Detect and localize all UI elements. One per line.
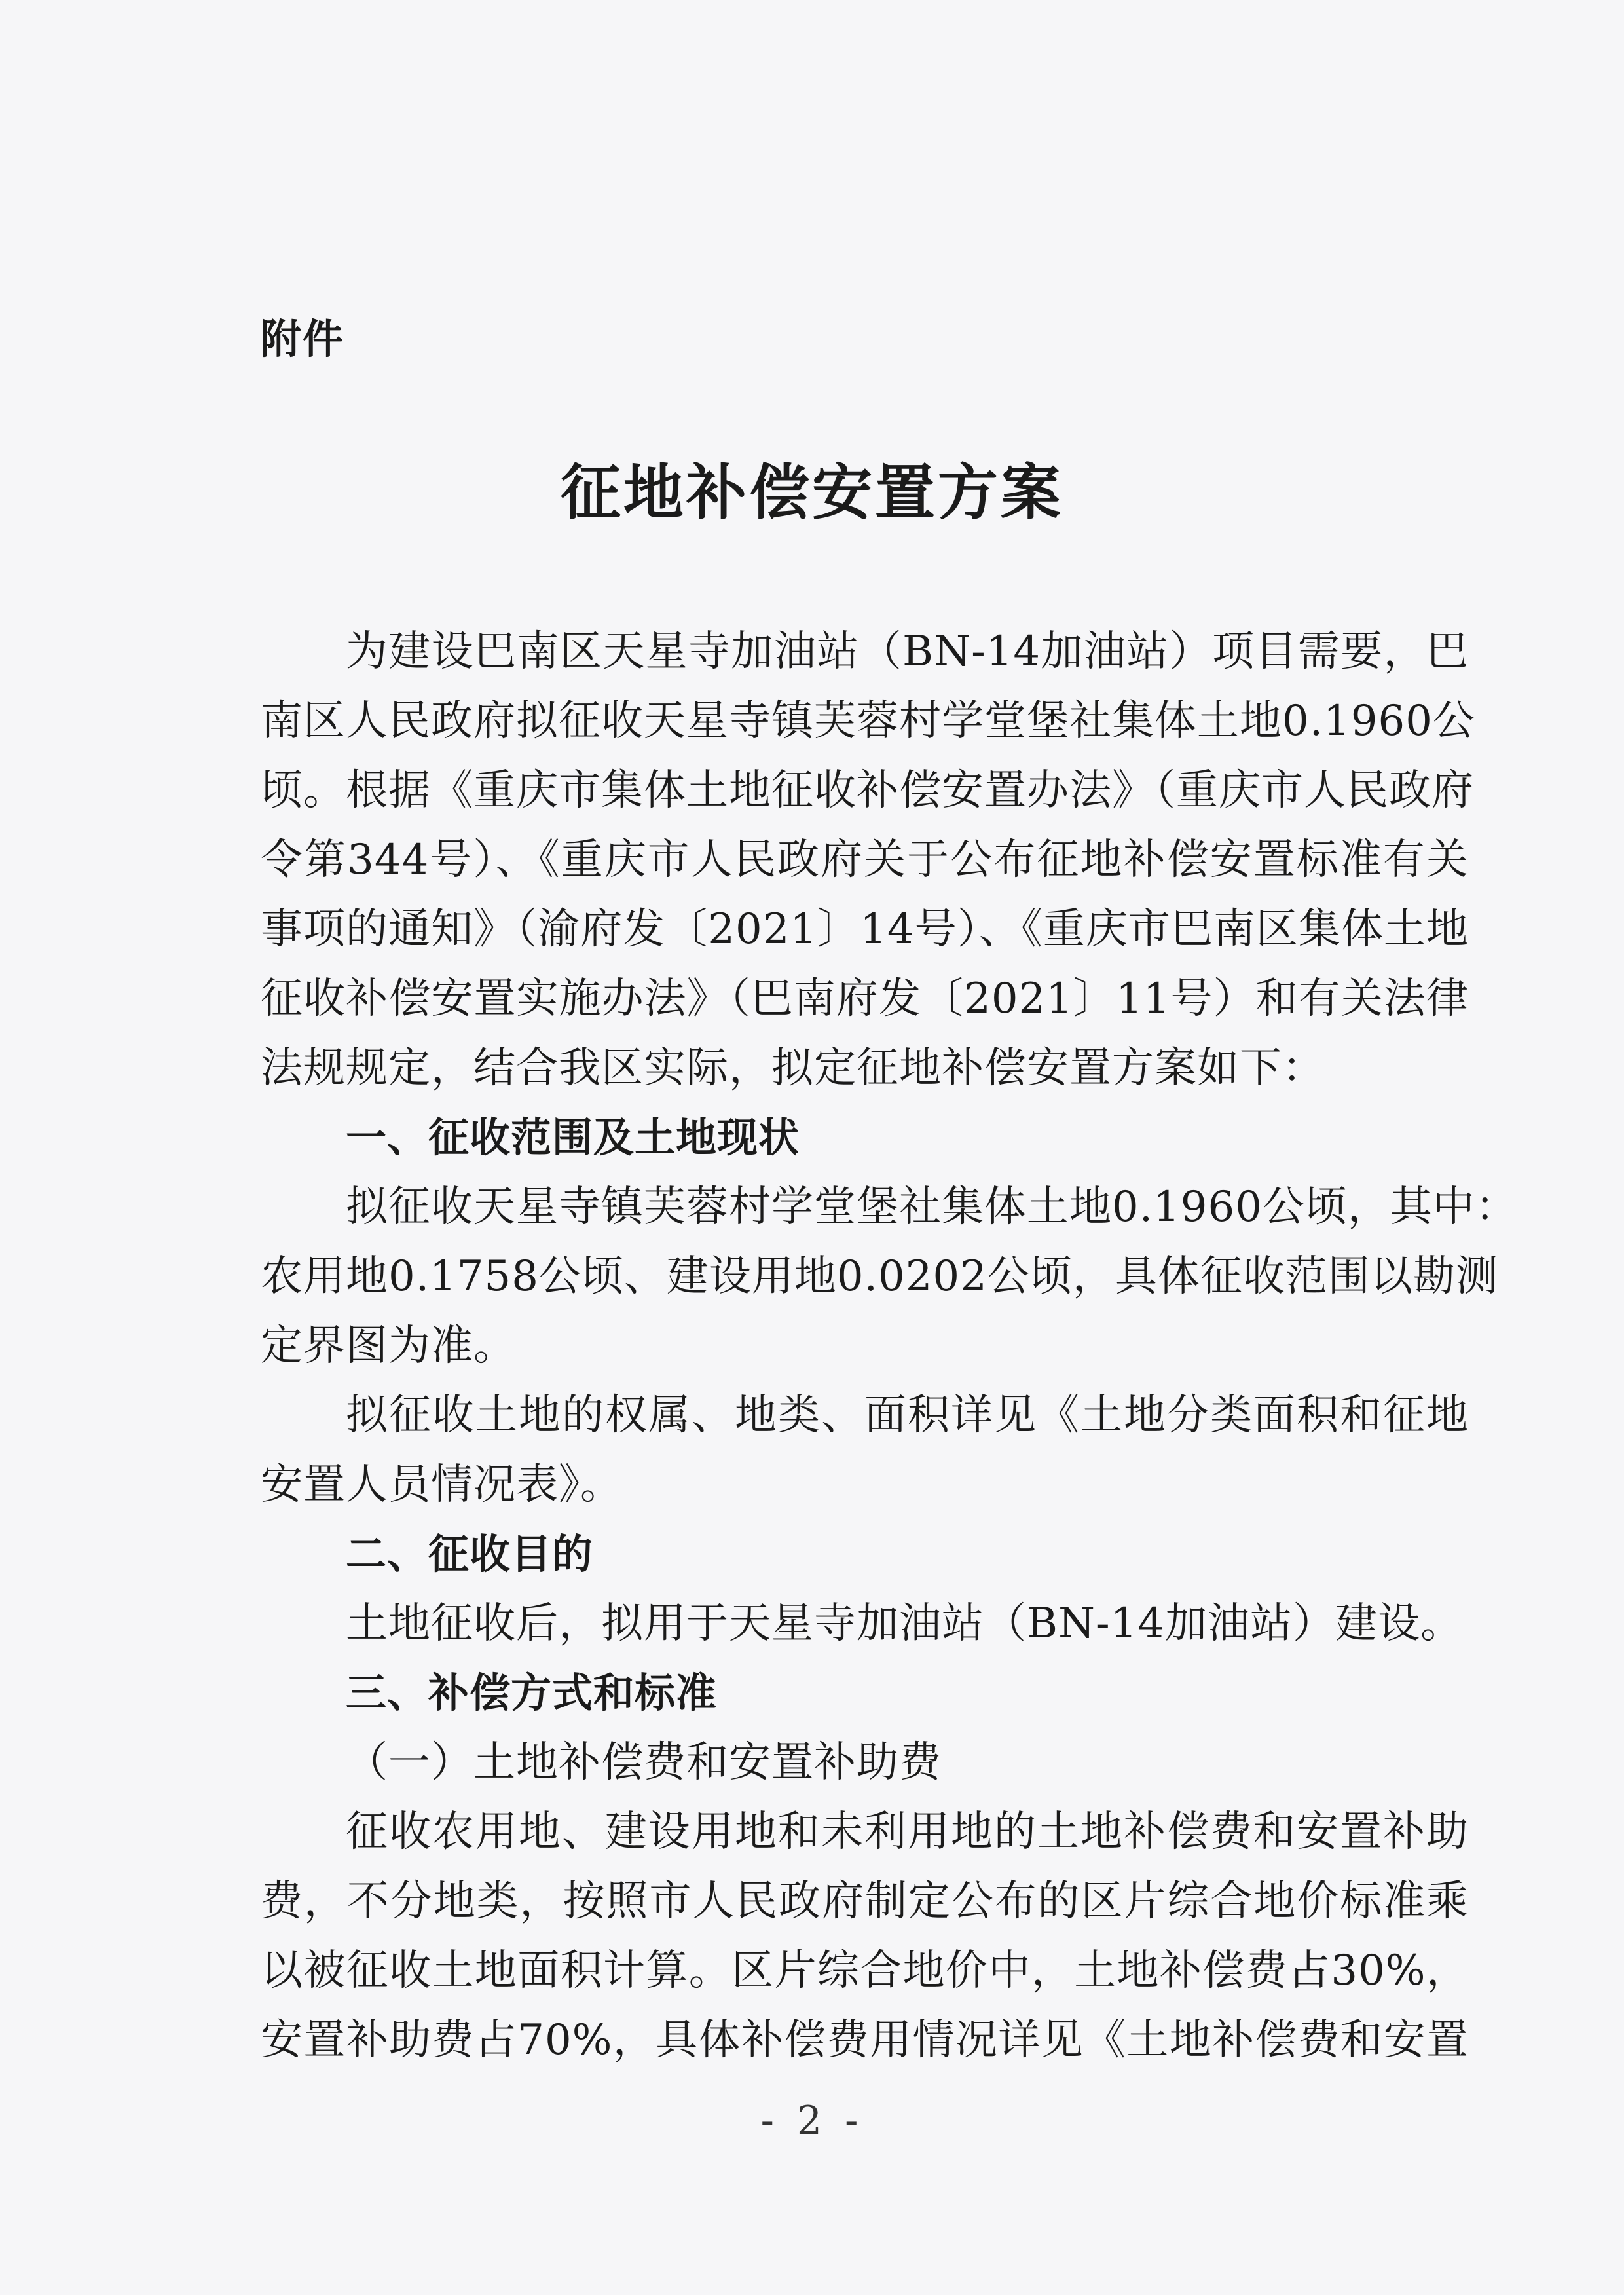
paragraph-line: 土地征收后，拟用于天星寺加油站（BN-14加油站）建设。 bbox=[346, 1599, 1464, 1648]
page-number: - 2 - bbox=[760, 2098, 864, 2144]
paragraph-line: 南区人民政府拟征收天星寺镇芙蓉村学堂堡社集体土地0.1960公 bbox=[261, 697, 1475, 745]
section-heading: 一、征收范围及土地现状 bbox=[346, 1113, 800, 1161]
section-heading: 二、征收目的 bbox=[346, 1530, 594, 1578]
document-title: 征地补偿安置方案 bbox=[560, 457, 1063, 528]
paragraph-line: 拟征收土地的权属、地类、面积详见《土地分类面积和征地 bbox=[346, 1391, 1469, 1440]
subsection-heading: （一）土地补偿费和安置补助费 bbox=[346, 1738, 942, 1787]
document-body bbox=[261, 617, 1518, 2075]
paragraph-line: 定界图为准。 bbox=[261, 1322, 516, 1370]
paragraph-line: 以被征收土地面积计算。区片综合地价中，土地补偿费占30%， bbox=[261, 1947, 1469, 1995]
paragraph-line: 顷。根据《重庆市集体土地征收补偿安置办法》（重庆市人民政府 bbox=[261, 766, 1474, 815]
paragraph-line: 农用地0.1758公顷、建设用地0.0202公顷，具体征收范围以勘测 bbox=[261, 1252, 1498, 1301]
paragraph-line: 法规规定，结合我区实际，拟定征地补偿安置方案如下： bbox=[261, 1044, 1325, 1092]
section-heading: 三、补偿方式和标准 bbox=[346, 1669, 718, 1717]
paragraph-line: 安置人员情况表》。 bbox=[261, 1461, 623, 1509]
paragraph-line: 费，不分地类，按照市人民政府制定公布的区片综合地价标准乘 bbox=[261, 1877, 1469, 1926]
paragraph-line: 征收农用地、建设用地和未利用地的土地补偿费和安置补助 bbox=[346, 1808, 1469, 1856]
paragraph-line: 事项的通知》（渝府发〔2021〕14号）、《重庆市巴南区集体土地 bbox=[261, 905, 1469, 954]
paragraph-line: 征收补偿安置实施办法》（巴南府发〔2021〕11号）和有关法律 bbox=[261, 975, 1469, 1023]
paragraph-line: 为建设巴南区天星寺加油站（BN-14加油站）项目需要，巴 bbox=[346, 627, 1469, 676]
paragraph-line: 拟征收天星寺镇芙蓉村学堂堡社集体土地0.1960公顷，其中： bbox=[346, 1183, 1518, 1231]
paragraph-line: 令第344号）、《重庆市人民政府关于公布征地补偿安置标准有关 bbox=[261, 836, 1469, 884]
attachment-label: 附件 bbox=[261, 315, 345, 363]
paragraph-line: 安置补助费占70%，具体补偿费用情况详见《土地补偿费和安置 bbox=[261, 2016, 1469, 2064]
